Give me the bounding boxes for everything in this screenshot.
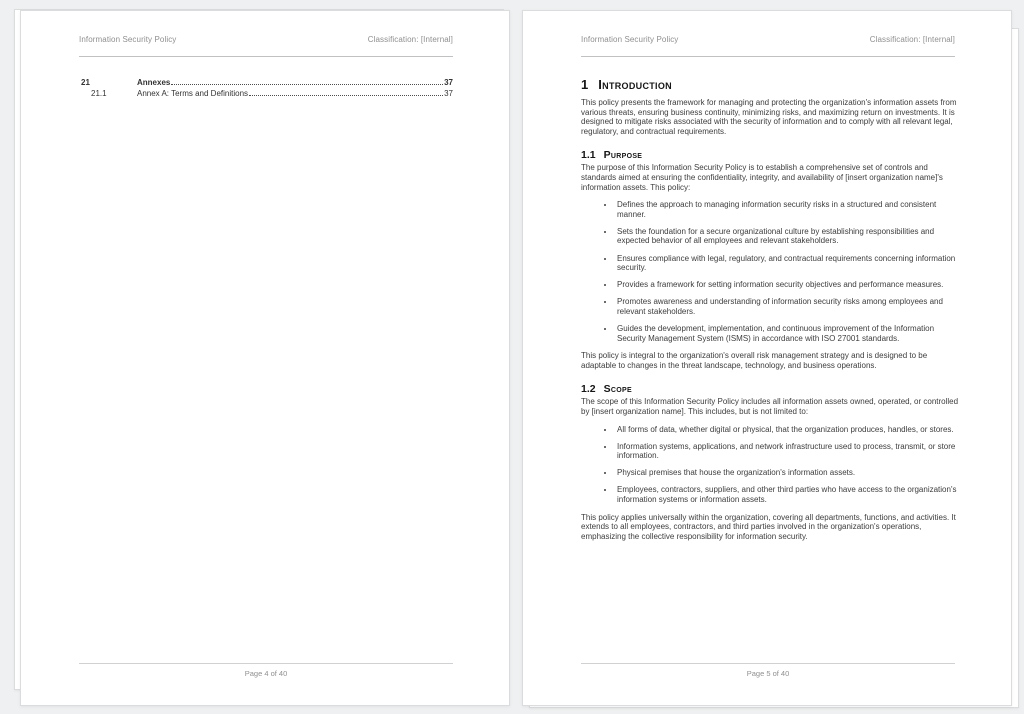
footer-divider	[581, 663, 955, 664]
toc-dot-leader	[171, 84, 443, 85]
bullet-item: • Ensures compliance with legal, regulatory, and contractual requirements concerning information security.	[615, 254, 959, 273]
purpose-closing-paragraph: This policy is integral to the organization's overall risk management strategy and is designed to be adaptable to changes in the threat landscape, technology, and business operations.	[581, 351, 928, 370]
bullet-item: • Guides the development, implementation, and continuous improvement of the Information Security Management System (ISMS) in accordance with ISO 27001 standards.	[615, 324, 959, 343]
section-title: Introduction	[598, 77, 672, 92]
section-title: Purpose	[603, 149, 643, 162]
bullet-item: • All forms of data, whether digital or physical, that the organization produces, handles, or stores.	[615, 425, 959, 435]
section-number: 1.2	[581, 383, 596, 396]
page-header	[581, 35, 955, 44]
header-classification-label: Classification: [Internal]	[367, 35, 453, 44]
header-divider	[581, 56, 955, 57]
section-heading-scope	[581, 383, 959, 395]
section-title: Scope	[603, 383, 632, 396]
toc-entry-page-number: 37	[444, 89, 453, 98]
section-number: 1	[581, 77, 589, 92]
section-number: 1.1	[581, 149, 596, 162]
scope-closing-paragraph: This policy applies universally within the organization, covering all departments, functions, and activities. It extends to all employees, contractors, and third parties involved in the organization's operations, emphasizing the collective responsibility for information security.	[581, 512, 956, 541]
intro-paragraph: This policy presents the framework for managing and protecting the organization's information assets from various threats, ensuring business continuity, minimizing risks, and maximizing return on investments. It is designed to mitigate risks associated with the security of information and to comply with all relevant legal, regulatory, and contractual requirements.	[581, 98, 957, 136]
footer-divider	[79, 663, 453, 664]
bullet-item: • Information systems, applications, and network infrastructure used to process, transmit, or store information.	[615, 442, 959, 461]
toc-entry-annex-a[interactable]	[79, 88, 453, 99]
header-divider	[79, 56, 453, 57]
purpose-bullet-list	[581, 200, 959, 343]
document-page-5	[522, 10, 1012, 706]
document-page-4	[20, 10, 510, 706]
toc-entry-page-number: 37	[444, 78, 453, 87]
page-number-footer: Page 5 of 40	[746, 669, 790, 678]
toc-dot-leader	[249, 95, 443, 96]
bullet-item: • Defines the approach to managing information security risks in a structured and consistent manner.	[615, 200, 959, 219]
section-heading-introduction	[581, 77, 959, 92]
scope-lead-paragraph: The scope of this Information Security Policy includes all information assets owned, operated, or controlled by [insert organization name]. This includes, but is not limited to:	[581, 397, 959, 416]
toc-entry-title: Annex A: Terms and Definitions	[137, 89, 249, 98]
toc-entry-title: Annexes	[137, 78, 171, 87]
purpose-lead-paragraph: The purpose of this Information Security Policy is to establish a comprehensive set of controls and standards aimed at ensuring the confidentiality, integrity, and availability of [insert organization name]'s information assets. This policy:	[581, 163, 943, 192]
toc-entry-number: 21.1	[91, 89, 107, 98]
bullet-item: • Promotes awareness and understanding of information security risks among employees and relevant stakeholders.	[615, 297, 959, 316]
page-number-footer: Page 4 of 40	[244, 669, 288, 678]
bullet-item: • Employees, contractors, suppliers, and other third parties who have access to the organization's information systems or information assets.	[615, 485, 959, 504]
page-header	[79, 35, 453, 44]
header-document-title: Information Security Policy	[581, 35, 679, 44]
bullet-item: • Sets the foundation for a secure organizational culture by establishing responsibilities and expected behavior of all employees and relevant stakeholders.	[615, 227, 959, 246]
scope-bullet-list	[581, 425, 959, 505]
table-of-contents	[79, 77, 453, 99]
toc-entry-annexes[interactable]	[79, 77, 453, 88]
toc-entry-number: 21	[81, 78, 90, 87]
bullet-item: • Provides a framework for setting information security objectives and performance measures.	[615, 280, 959, 290]
document-body	[581, 73, 959, 549]
section-heading-purpose	[581, 149, 959, 161]
bullet-item: • Physical premises that house the organization's information assets.	[615, 468, 959, 478]
header-document-title: Information Security Policy	[79, 35, 177, 44]
header-classification-label: Classification: [Internal]	[869, 35, 955, 44]
